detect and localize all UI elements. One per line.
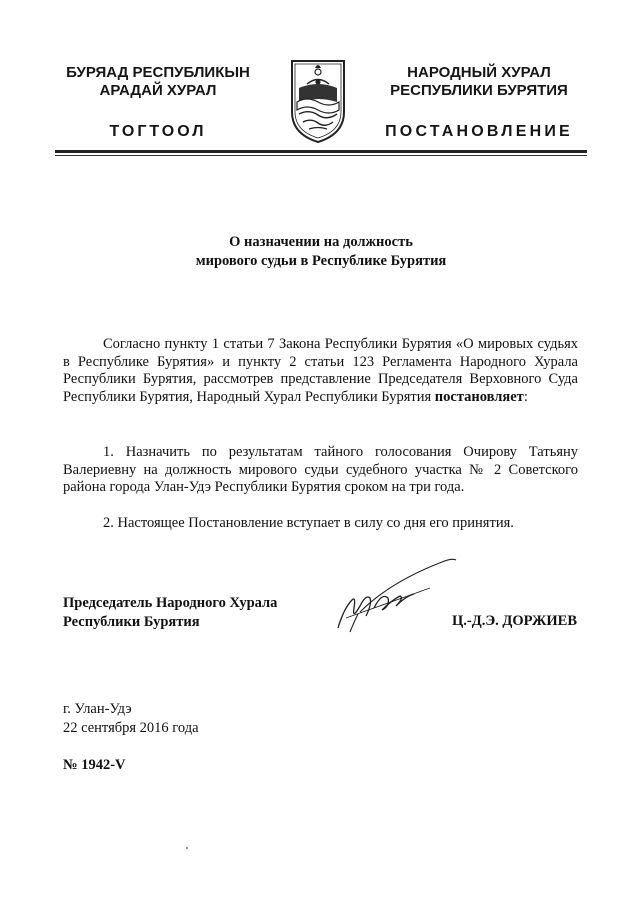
body-paragraph-1-tail: :	[523, 388, 528, 405]
body-paragraph-1	[63, 336, 578, 406]
signatory-position-line1: Председатель Народного Хурала	[63, 595, 278, 611]
title-line1: О назначении на должность	[229, 234, 413, 250]
header-left-title	[52, 64, 264, 100]
header-left-line2: АРАДАЙ ХУРАЛ	[99, 82, 217, 99]
resolves-keyword: постановляет	[434, 388, 524, 405]
place-and-date	[63, 700, 199, 737]
header-right-title	[372, 64, 586, 100]
header-right-line2: РЕСПУБЛИКИ БУРЯТИЯ	[390, 82, 568, 99]
scan-speck	[186, 847, 188, 849]
date: 22 сентября 2016 года	[63, 719, 199, 736]
body-paragraph-2: 1. Назначить по результатам тайного голосования Очирову Татьяну Валериевну на должность мирового судьи судебного участка № 2 Советского района города Улан-Удэ Республики Бурятия сроком на три года.	[63, 444, 578, 495]
city: г. Улан-Удэ	[63, 701, 132, 717]
header-right-doc-type: ПОСТАНОВЛЕНИЕ	[385, 123, 573, 140]
signatory-name: Ц.-Д.Э. ДОРЖИЕВ	[452, 613, 577, 629]
signatory-position	[63, 594, 343, 631]
coat-of-arms-emblem-icon	[289, 58, 347, 144]
document-number: № 1942-V	[63, 757, 126, 773]
header-rule-thick	[55, 150, 587, 153]
header-left-doc-type: ТОГТООЛ	[109, 123, 207, 140]
document-title	[55, 233, 587, 271]
header-left-line1: БУРЯАД РЕСПУБЛИКЫН	[66, 64, 250, 81]
body-paragraph-1-text: Согласно пункту 1 статьи 7 Закона Республики Бурятия «О мировых судьях в Республике Бурятия» и пункту 2 статьи 123 Регламента Народного Хурала Республики Бурятия, рассмотрев представление Председателя Верховного Суда Республики Бурятия, Народный Хурал Республики Бурятия	[63, 336, 578, 405]
title-line2: мирового судьи в Республике Бурятия	[195, 253, 447, 269]
header-right-line1: НАРОДНЫЙ ХУРАЛ	[407, 64, 551, 81]
body-paragraph-3: 2. Настоящее Постановление вступает в силу со дня его принятия.	[103, 515, 514, 531]
header-rule-thin	[55, 155, 587, 156]
signatory-position-line2: Республики Бурятия	[63, 613, 200, 630]
